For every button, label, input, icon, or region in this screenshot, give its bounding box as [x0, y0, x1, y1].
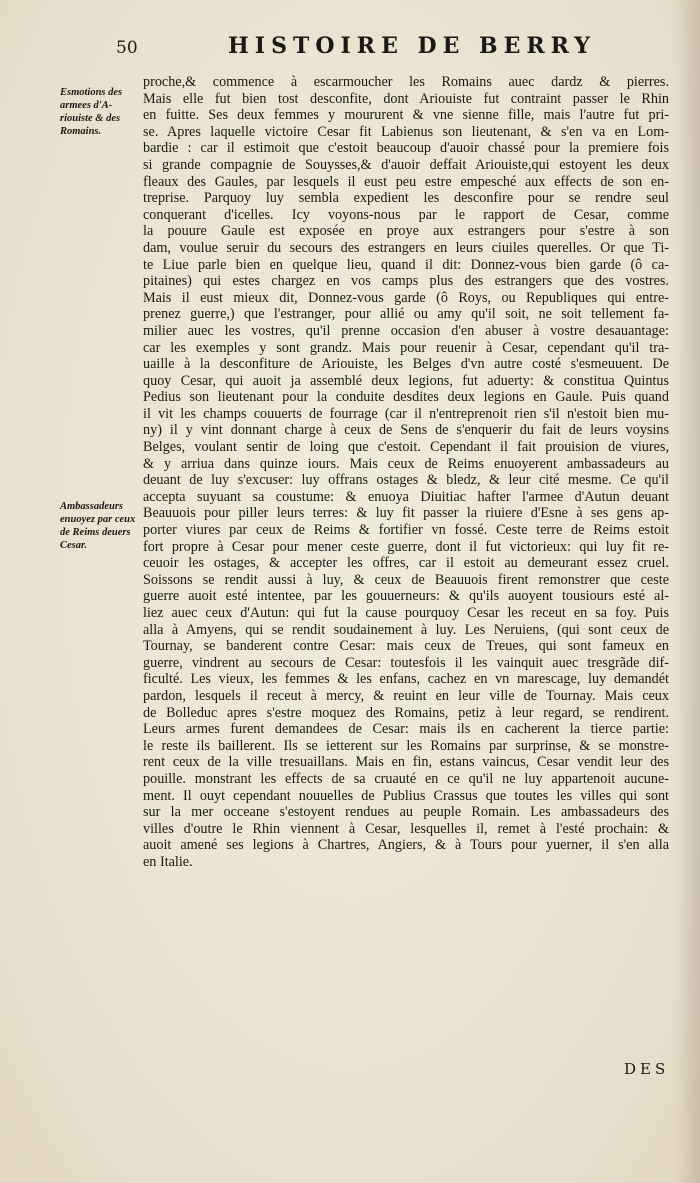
text-line: la pouure Gaule est exposée en proye aux estrangers pour s'estre à son	[143, 223, 669, 240]
text-line: se. Apres laquelle victoire Cesar fit Labienus son lieutenant, & s'en va en Lom-	[143, 123, 669, 140]
text-line: te Liue parle bien en quelque lieu, quand il dit: Donnez-vous bien garde (ô ca-	[143, 256, 669, 273]
text-line: prenez guerre,) que l'estranger, pour allié ou amy qu'il soit, ne soit tellement fa-	[143, 306, 669, 323]
text-line: ficulté. Les vieux, les femmes & les enfans, cachez en vn marescage, luy demandét	[143, 671, 669, 688]
page-number: 50	[116, 38, 138, 58]
text-line: quoy Cesar, qui auoit ja assemblé deux legions, fut aduerty: & constitua Quintus	[143, 372, 669, 389]
text-line: proche,& commence à escarmoucher les Romains auec dardz & pierres.	[143, 74, 669, 90]
text-line: ment. Il ouyt cependant nouuelles de Publius Crassus que toutes les villes qui sont	[143, 787, 669, 804]
text-line: pardon, lesquels il receut à mercy, & reuint en leur ville de Tournay. Mais ceux	[143, 687, 669, 704]
text-line: il vit les champs couuerts de fourrage (car il n'entreprenoit rien s'il n'estoit bien mu-	[143, 405, 669, 422]
text-line: dam, voulue seruir du secours des estrangers en leurs ciuiles querelles. Or que Ti-	[143, 239, 669, 256]
page-gutter-shadow	[674, 0, 700, 1183]
body-text	[143, 74, 669, 871]
text-line: en fuitte. Ses deux femmes y moururent & vne sienne fille, mais l'autre fut pri-	[143, 107, 669, 124]
text-line: sur la mer occeane s'estoyent rendues au peuple Romain. Les ambassadeurs des	[143, 804, 669, 821]
text-line: Leurs armes furent demandees de Cesar: mais ils en cacherent la tierce partie:	[143, 721, 669, 738]
text-line: bardie : car il estimoit que c'estoit beaucoup d'auoir chassé pour la premiere fois	[143, 140, 669, 157]
text-line: Beauuois pour piller leurs terres: & luy fit passer la riuiere d'Esne à ses gens ap-	[143, 505, 669, 522]
text-line: & y arriua dans quinze iours. Mais ceux de Reims enuoyerent ambassadeurs au	[143, 455, 669, 472]
text-line: villes d'outre le Rhin viennent à Cesar, lesquelles il, remet à l'esté prochain: &	[143, 820, 669, 837]
text-line: deuant de luy s'excuser: luy offrans ostages & bledz, & leur cité mesme. Ce qu'il	[143, 472, 669, 489]
text-line: car les exemples y sont grandz. Mais pour reuenir à Cesar, cependant qu'il tra-	[143, 339, 669, 356]
text-line: le reste ils baillerent. Ils se ietterent sur les Romains par surprinse, & se monstre-	[143, 737, 669, 754]
text-line: fleaux des Gaules, par lesquels il eust peu estre empesché aux effects de son en-	[143, 173, 669, 190]
catchword: DES	[624, 1060, 670, 1078]
text-line: Mais elle fut bien tost desconfite, dont Ariouiste fut contraint passer le Rhin	[143, 90, 669, 107]
margin-note-ambassadeurs: Ambassadeurs enuoyez par ceux de Reims deuers Cesar.	[60, 501, 136, 551]
running-head: HISTOIRE DE BERRY	[228, 33, 596, 59]
text-line: Mais il eust mieux dit, Donnez-vous garde (ô Roys, ou Republiques qui entre-	[143, 289, 669, 306]
text-line: guerre, vindrent au secours de Cesar: toutesfois il les vainquit auec tresgrãde dif-	[143, 654, 669, 671]
text-line: rent ceux de la ville tresuaillans. Mais en fin, estans vaincus, Cesar vendit leur des	[143, 754, 669, 771]
text-line: porter viures par ceux de Reims & fortifier vn fossé. Ceste terre de Reims estoit	[143, 522, 669, 539]
text-line: Belges, voulant sentir de loing que c'estoit. Cependant il fait prouision de viures,	[143, 439, 669, 456]
text-line: liez auec ceux d'Autun: qui fut la cause pourquoy Cesar les receut en sa foy. Puis	[143, 605, 669, 621]
text-line: Soissons se rendit aussi à luy, & ceux de Beauuois firent remonstrer que ceste	[143, 571, 669, 588]
text-line: fort propre à Cesar pour mener ceste guerre, dont il fut victorieux: qui luy fit re-	[143, 538, 669, 555]
margin-note-esmotions: Esmotions des armees d'A-riouiste & des Romains.	[60, 87, 123, 137]
text-line: treprise. Parquoy luy sembla expedient les desconfire pour se rendre seul	[143, 190, 669, 207]
text-line: ny) il y vint donnant charge à ceux de Sens de s'enquerir du fait de leurs voysins	[143, 422, 669, 439]
text-line: uaille à la desconfiture de Ariouiste, les Belges d'vn autre costé s'esmeuuent. De	[143, 356, 669, 373]
text-line: de Bolleduc apres s'estre moquez des Romains, petiz à leur regard, se rendirent.	[143, 704, 669, 721]
text-line: auoit amené ses legions à Chartres, Angiers, & à Tours pour yuerner, il s'en alla	[143, 837, 669, 854]
text-line: alla à Amyens, qui se rendit soudainement à luy. Les Neruiens, (qui sont ceux de	[143, 621, 669, 638]
text-line: ceuoir les ostages, & accepter les offres, car il estoit au demeurant essez cruel.	[143, 555, 669, 572]
text-line: conquerant d'icelles. Icy voyons-nous par le rapport de Cesar, comme	[143, 206, 669, 223]
text-line: milier auec les vostres, qu'il prenne occasion d'en abuser à vostre desauantage:	[143, 322, 669, 339]
text-line: si grande compagnie de Souysses,& d'auoir deffait Ariouiste,qui estoyent les deux	[143, 156, 669, 173]
text-line: accepta suyuant sa coustume: & enuoya Diuitiac hafter l'armee d'Autun deuant	[143, 488, 669, 505]
text-line: Tournay, se banderent contre Cesar: mais ceux de Treues, qui sont fameux en	[143, 638, 669, 655]
text-line: pitaines) qui estes chargez en vos camps plus des estrangers que des vostres.	[143, 273, 669, 290]
text-line: pouille. monstrant les effects de sa cruauté en ce qu'il ne luy appartenoit aucune-	[143, 770, 669, 787]
text-line: en Italie.	[143, 853, 193, 870]
text-line: Pedius son lieutenant pour la conduite desdites deux legions en Gaule. Puis quand	[143, 389, 669, 406]
text-line: guerre auoit esté intentee, par les gouuerneurs: & qu'ils auoyent tousiours esté al-	[143, 588, 669, 605]
